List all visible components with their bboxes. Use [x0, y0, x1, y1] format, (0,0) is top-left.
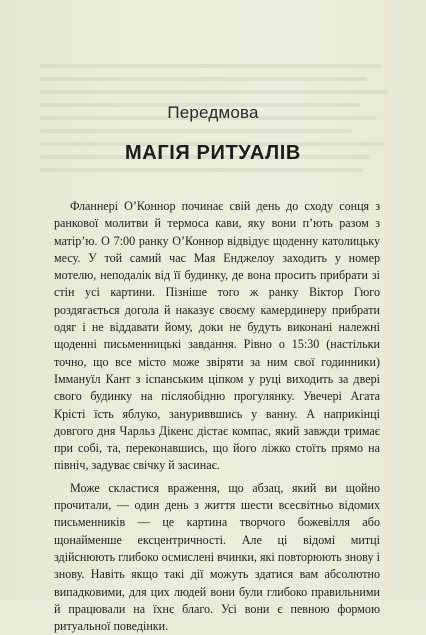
bleed-line: [40, 168, 363, 172]
bleed-line: [40, 77, 367, 81]
bleed-line: [40, 129, 352, 133]
bleed-line: [40, 90, 388, 94]
body-text: [54, 198, 380, 635]
paragraph: Може скластися враження, що абзац, який ви щойно прочитали, — один день з життя шести всесвітньо відомих письменників — це картина творчого божевілля або щонайменше ексцентричності. Але ці відомі митці здійснюють глибоко осмислені вчинки, які повторюють знову і знову. Навіть якщо такі дії можуть здатися вам абсолютно випадковими, для цих людей вони були глибоко правильними й працювали на їхнє благо. Усі вони є певною формою ритуальної поведінки.: [54, 480, 380, 634]
section-title: Передмова: [167, 103, 259, 122]
paragraph: Фланнері О’Коннор починає свій день до сходу сонця з ранкової молитви й термоса кави, яку вони п’ють разом з матір’ю. О 7:00 ранку О’Коннор відвідує щоденну католицьку месу. У той самий час Мая Енджелоу заходить у номер мотелю, неподалік від її будинку, де вона просить прибрати зі стін усі картини. Пізніше того ж ранку Віктор Гюго роздягається догола й наказує своєму камердинеру прибрати одяг і не віддавати йому, доки не будуть виконані належні щоденні письменницькі завдання. Рівно о 15:30 (настільки точно, що все місто може звіряти за ним свої годинники) Іммануїл Кант з іспанським ціпком у руці виходить за двері свого будинку на післяобідню прогулянку. Увечері Агата Крісті їсть яблуко, зануриввшись у ванну. А наприкінці довгого дня Чарльз Дікенс дістає компас, який завжди тримає при собі, та, переконавшись, що його ліжко стоїть прямо на північ, задуває свічку й засинає.: [54, 199, 380, 473]
bleed-line: [40, 64, 381, 68]
reverse-side-bleed-through: [40, 55, 395, 205]
chapter-title: МАГІЯ РИТУАЛІВ: [125, 142, 301, 164]
